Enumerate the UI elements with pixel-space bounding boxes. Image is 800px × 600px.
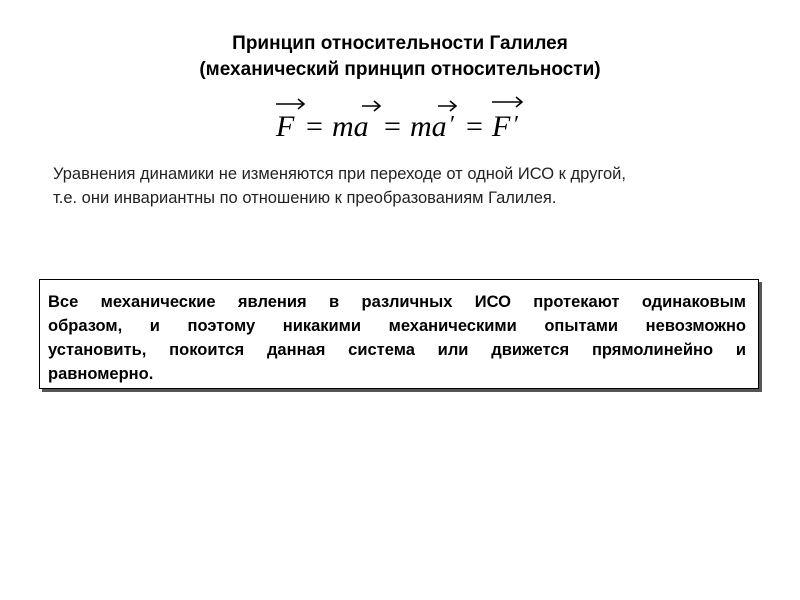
- formula-part: =: [306, 110, 323, 143]
- formula-equation: [270, 92, 540, 152]
- slide-subtitle: (механический принцип относительности): [199, 59, 601, 80]
- principle-line: установить, покоится данная система или движется прямолинейно и: [48, 341, 746, 359]
- paragraph-line: т.е. они инвариантны по отношению к преобразованиям Галилея.: [53, 189, 557, 207]
- principle-box: [39, 279, 759, 389]
- formula-part: ′: [514, 112, 520, 138]
- formula-svg: [270, 92, 540, 152]
- principle-line: равномерно.: [48, 365, 154, 383]
- formula-part: =: [384, 110, 401, 143]
- principle-text: [48, 290, 746, 386]
- paragraph-line: Уравнения динамики не изменяются при переходе от одной ИСО к другой,: [53, 165, 626, 183]
- formula-part: ma: [332, 110, 369, 143]
- formula-part: ′: [450, 112, 456, 138]
- formula-part: =: [466, 110, 483, 143]
- principle-line: образом, и поэтому никакими механическими опытами невозможно: [48, 317, 746, 335]
- formula-part: F: [276, 110, 295, 143]
- formula-part: ma: [410, 110, 447, 143]
- principle-line: Все механические явления в различных ИСО протекают одинаковым: [48, 293, 746, 311]
- slide-title: Принцип относительности Галилея: [232, 33, 568, 54]
- formula-part: F: [492, 110, 511, 143]
- description-paragraph: [53, 162, 773, 210]
